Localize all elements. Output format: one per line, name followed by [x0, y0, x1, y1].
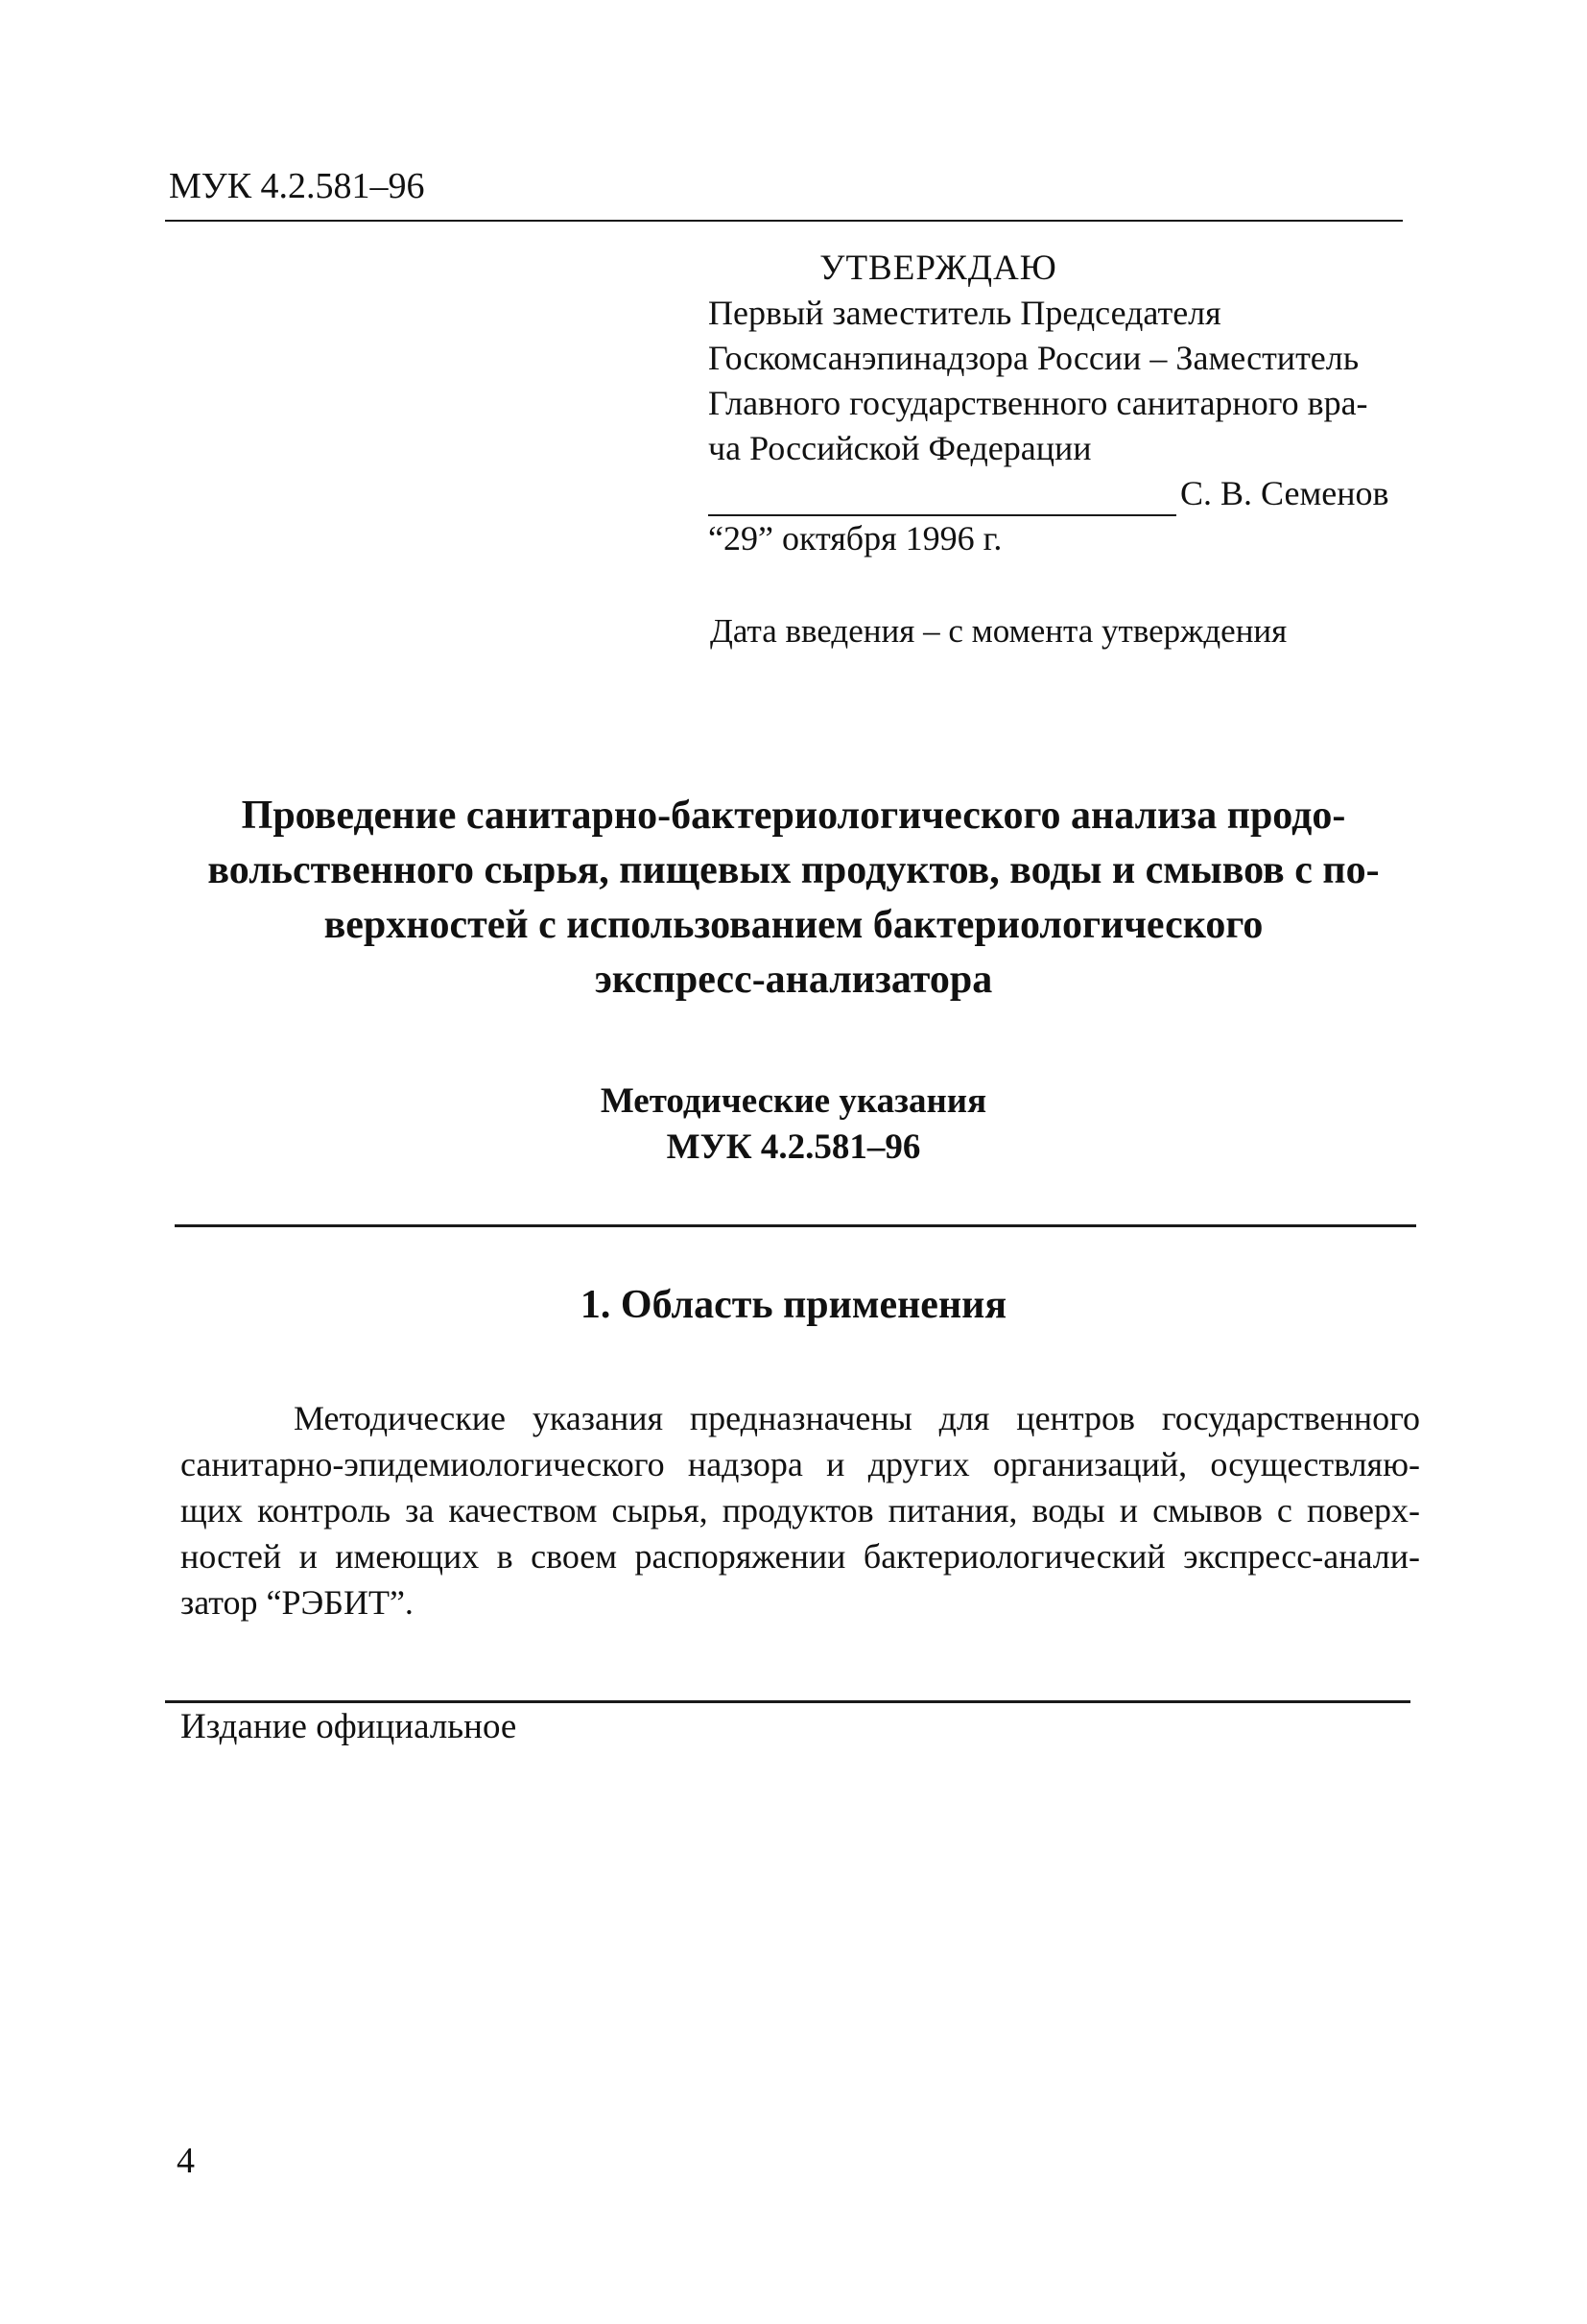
- page-number: 4: [177, 2141, 195, 2181]
- title-line: экспресс-анализатора: [594, 958, 993, 1002]
- paragraph-line: щих контроль за качеством сырья, продуктов питания, воды и смывов с поверх-: [180, 1491, 1420, 1530]
- signature-row: [708, 471, 1399, 516]
- paragraph-line: ностей и имеющих в своем распоряжении бактериологический экспресс-анали-: [180, 1537, 1420, 1576]
- title-line: вольственного сырья, пищевых продуктов, воды и смывов с по-: [207, 848, 1380, 892]
- approval-position-line: Госкомсанэпинадзора России – Заместитель: [708, 339, 1360, 377]
- document-subtitle: [144, 1079, 1443, 1171]
- approval-word: УТВЕРЖДАЮ: [819, 249, 1057, 288]
- signature-line: [708, 482, 1176, 516]
- signatory-name: С. В. Семенов: [1180, 474, 1389, 512]
- approval-block: [708, 246, 1399, 561]
- approval-position-line: Первый заместитель Председателя: [708, 294, 1221, 332]
- subtitle-type: Методические указания: [600, 1081, 987, 1121]
- document-title: [144, 789, 1443, 1008]
- title-line: верхностей с использованием бактериологического: [323, 903, 1264, 947]
- section-paragraph: [180, 1395, 1420, 1625]
- footer-official-edition: Издание официальное: [180, 1707, 517, 1746]
- title-line: Проведение санитарно-бактериологического анализа продо-: [241, 794, 1346, 838]
- approval-date: “29” октября 1996 г.: [708, 519, 1003, 557]
- effective-date: Дата введения – с момента утверждения: [710, 612, 1288, 650]
- paragraph-line: санитарно-эпидемиологического надзора и других организаций, осуществляю-: [180, 1445, 1420, 1483]
- approval-position-line: ча Российской Федерации: [708, 429, 1092, 467]
- header-document-code: МУК 4.2.581–96: [169, 166, 425, 206]
- paragraph-line: затор “РЭБИТ”.: [180, 1583, 414, 1622]
- footer-rule: [165, 1700, 1410, 1703]
- section-divider: [175, 1224, 1416, 1227]
- subtitle-code: МУК 4.2.581–96: [666, 1127, 921, 1167]
- header-rule: [165, 220, 1403, 222]
- approval-position-line: Главного государственного санитарного вра-: [708, 384, 1368, 422]
- approval-position: [708, 291, 1399, 471]
- paragraph-line: Методические указания предназначены для центров государственного: [294, 1399, 1420, 1437]
- section-heading: 1. Область применения: [580, 1283, 1007, 1327]
